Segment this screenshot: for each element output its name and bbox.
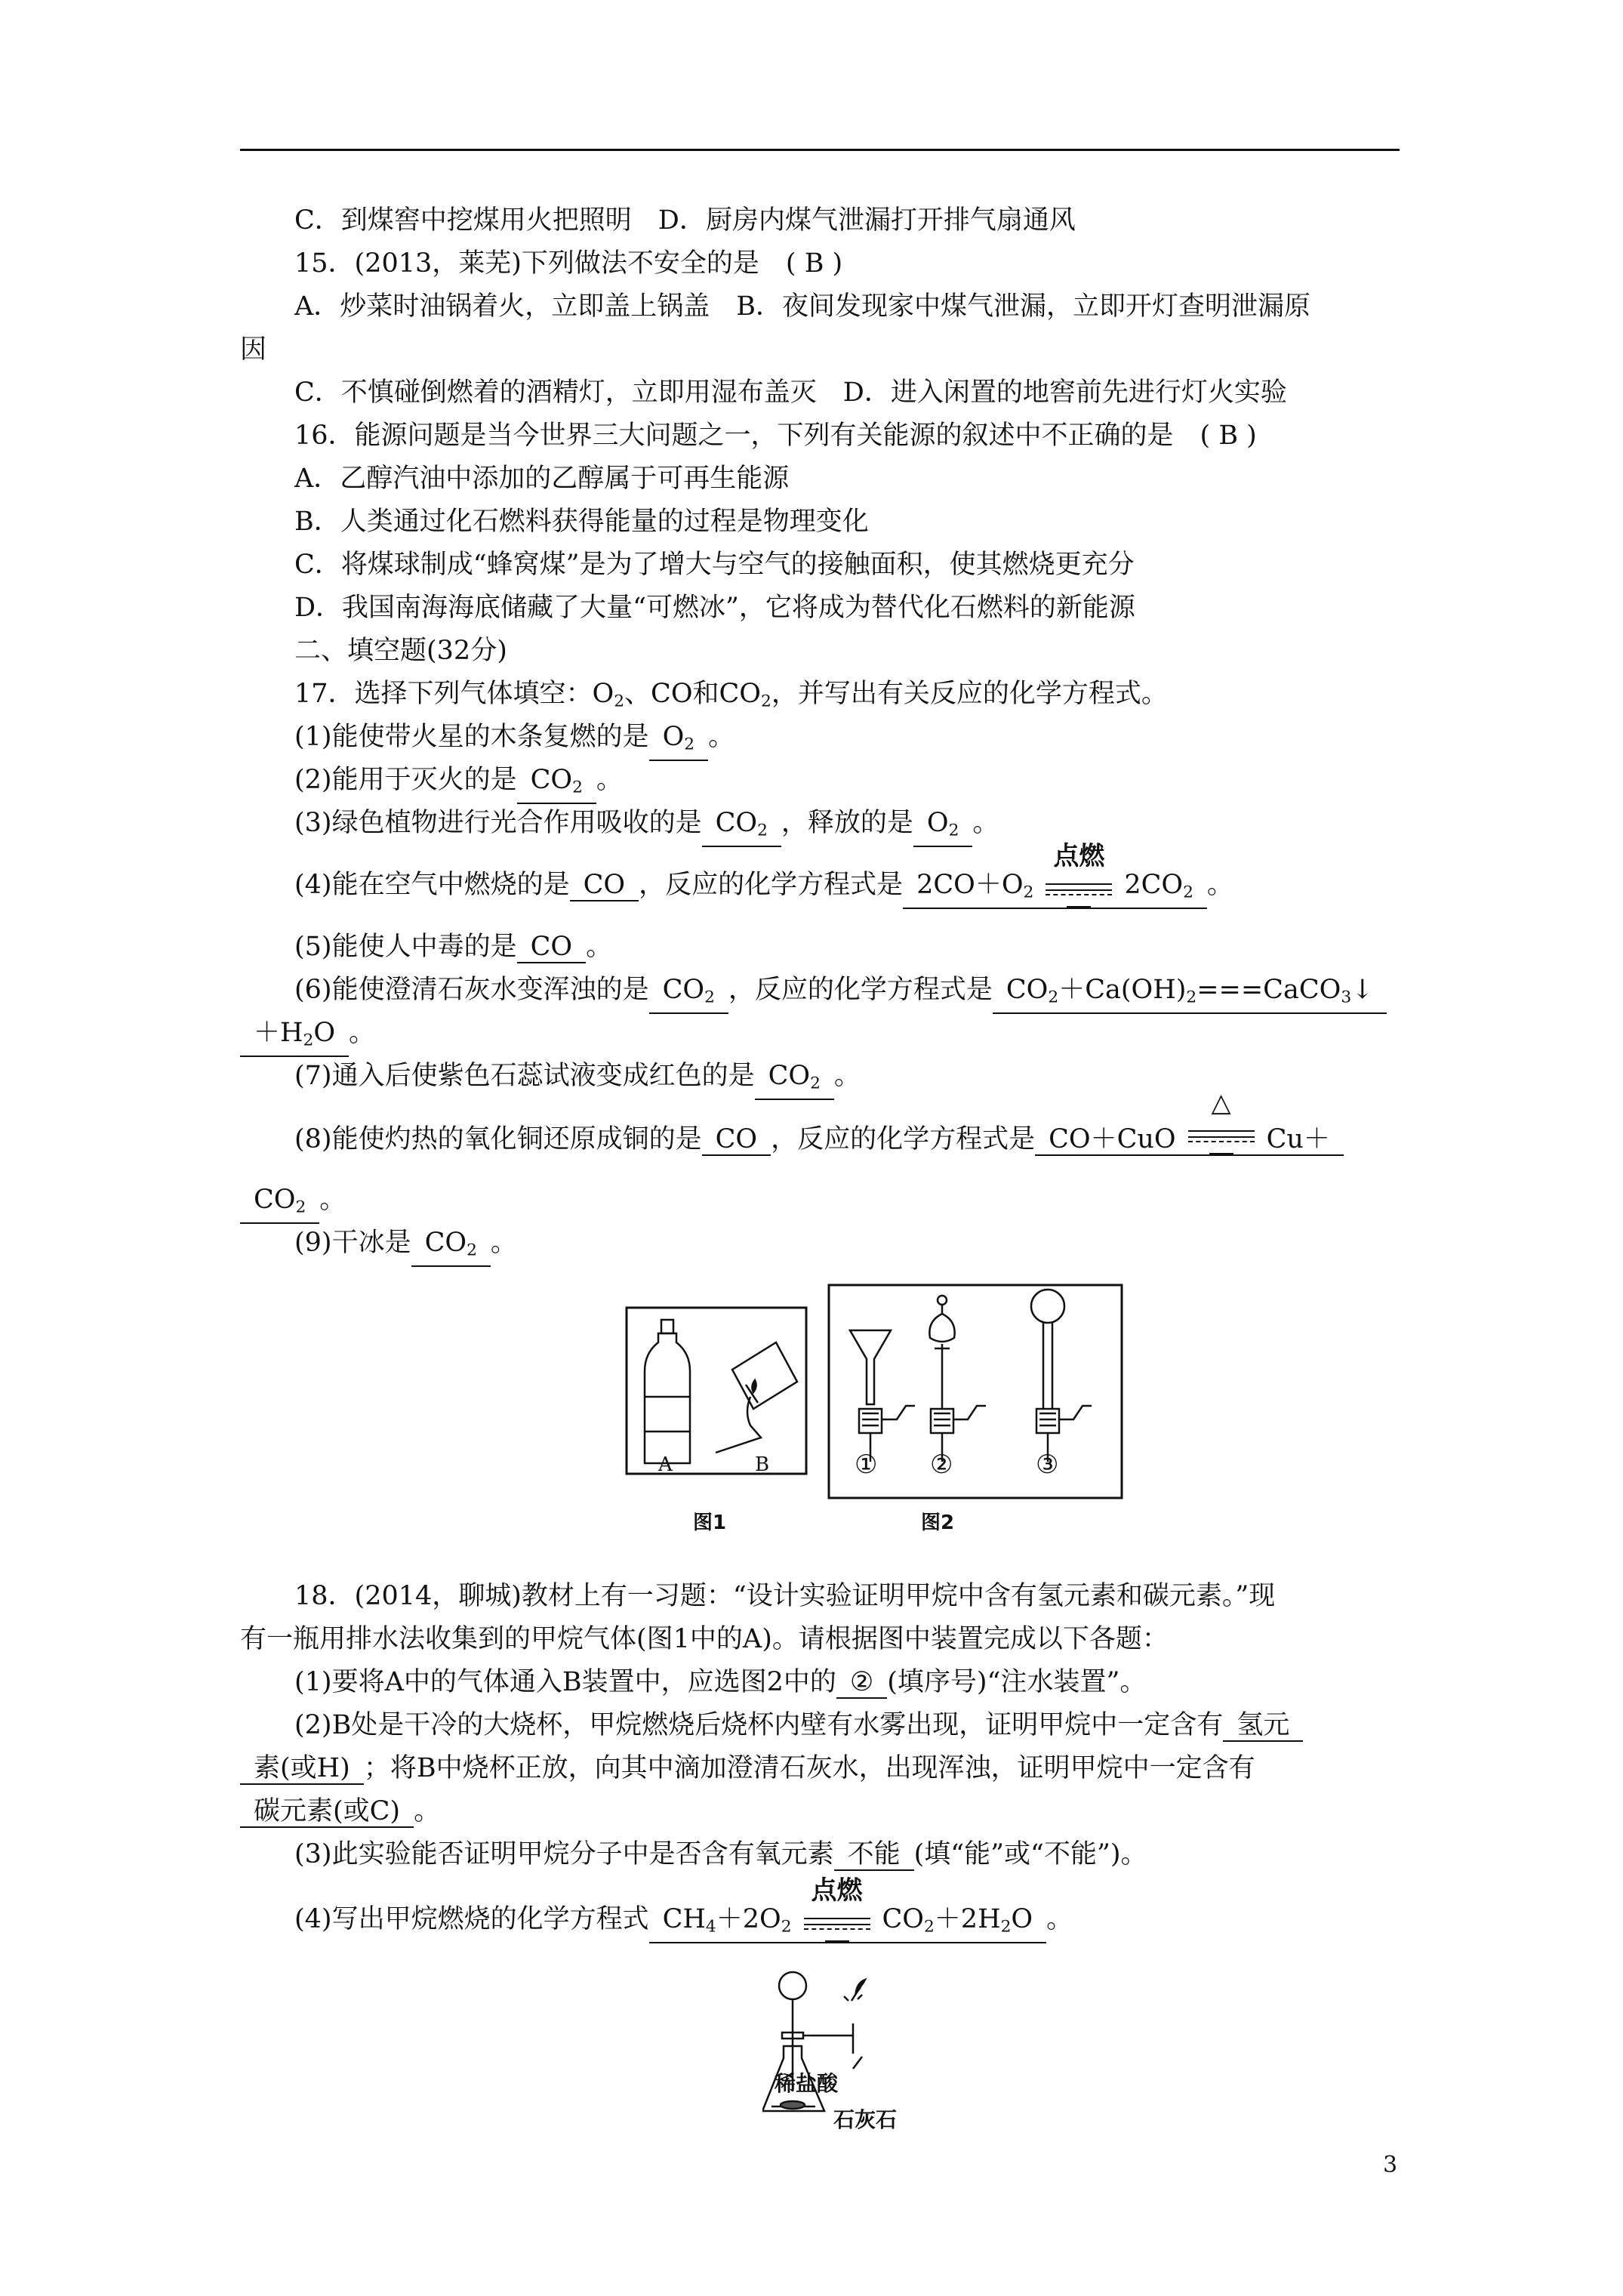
answer-blank: $CH_4+2O_2$ 点燃 $CO_2+2H_2O$ [649,1904,1047,1943]
section-heading: 二、填空题(32分) [294,636,507,666]
answer-blank: $O_2$ [649,722,709,761]
q17-part1: (1)能使带火星的木条复燃的是 $O_2$ 。 [294,720,735,761]
figure2-caption: 图2 [921,1512,955,1534]
funnel-apparatus-icon [850,1330,915,1462]
answer-blank: CO [517,932,586,963]
q17-part3: (3)绿色植物进行光合作用吸收的是 $CO_2$ ，释放的是 $O_2$ 。 [294,806,999,847]
q16-option-a: A．乙醇汽油中添加的乙醇属于可再生能源 [294,464,790,494]
answer-blank: $CO_2$ [411,1228,491,1267]
q17-part5: (5)能使人中毒的是 CO 。 [294,932,613,962]
header-rule [240,149,1400,151]
answer-blank: 氢元 [1223,1710,1303,1742]
label-b: B [755,1453,770,1476]
q16-stem: 16．能源问题是当今世界三大问题之一，下列有关能源的叙述中不正确的是 ( B ) [294,421,1257,451]
q17-part6-cont: $+H_2O$ 。 [240,1016,375,1057]
label-limestone: 石灰石 [833,2107,898,2132]
figure1-frame [627,1308,806,1474]
bottle-icon [645,1320,690,1463]
answer-blank: $+H_2O$ [240,1018,349,1057]
label-a: A [658,1453,673,1476]
flame-icon [856,1980,865,1992]
q18-part2-cont2: 碳元素(或C) 。 [240,1795,440,1828]
beaker-icon [716,1342,797,1453]
answer-blank: $CO_2$ [649,975,728,1014]
q15-option-ab: A．炒菜时油锅着火，立即盖上锅盖 B．夜间发现家中煤气泄漏，立即开灯查明泄漏原 [294,291,1310,322]
answer-blank: $O_2$ [913,808,973,847]
q15-option-ab-cont: 因 [240,334,267,365]
q18-part1: (1)要将A中的气体通入B装置中，应选图2中的 ② (填序号)“注水装置”。 [294,1667,1147,1697]
answer-blank: $CO_2+Ca(OH)_2===CaCO_3↓$ [993,975,1387,1014]
answer-blank: $CO_2$ [755,1061,834,1100]
separatory-funnel-apparatus-icon [929,1296,986,1462]
q18-stem-1: 18．(2014，聊城)教材上有一习题：“设计实验证明甲烷中含有氢元素和碳元素。”现 [294,1581,1276,1611]
answer-blank: $CO_2$ [240,1185,319,1224]
q15-stem: 15．(2013，莱芜)下列做法不安全的是 ( B ) [294,248,843,279]
answer-blank: 素(或H) [240,1753,364,1785]
q17-part9: (9)干冰是 $CO_2$ 。 [294,1226,517,1267]
figure1-caption: 图1 [693,1512,727,1534]
label-option-3: ③ [1036,1450,1059,1480]
q17-part6: (6)能使澄清石灰水变浑浊的是 $CO_2$ ，反应的化学方程式是 $CO_2+Ca(OH)_2===CaCO_3↓$ [294,973,1387,1014]
q17-part8: (8)能使灼热的氧化铜还原成铜的是 CO ，反应的化学方程式是 CO＋CuO △ Cu＋ [294,1121,1344,1156]
q18-part2: (2)B处是干冷的大烧杯，甲烷燃烧后烧杯内壁有水雾出现，证明甲烷中一定含有 氢元 [294,1709,1303,1742]
q17-part4: (4)能在空气中燃烧的是 CO ，反应的化学方程式是 $2CO+O_2$ 点燃 $2CO_2$ 。 [294,868,1233,909]
reaction-condition: 点燃 [1042,874,1115,908]
label-option-1: ① [855,1450,878,1480]
answer-blank: $2CO+O_2$ 点燃 $2CO_2$ [903,870,1207,909]
answer-blank: CO＋CuO △ Cu＋ [1035,1121,1344,1156]
answer-blank: $CO_2$ [517,765,596,804]
q16-option-d: D．我国南海海底储藏了大量“可燃冰”，它将成为替代化石燃料的新能源 [294,593,1135,623]
match-icon [853,2057,862,2069]
q18-part4: (4)写出甲烷燃烧的化学方程式 $CH_4+2O_2$ 点燃 $CO_2+2H_2O$ 。 [294,1903,1073,1943]
q17-part2: (2)能用于灭火的是 $CO_2$ 。 [294,763,623,804]
q18-part2-cont: 素(或H) ；将B中烧杯正放，向其中滴加澄清石灰水，出现浑浊，证明甲烷中一定含有 [240,1752,1255,1785]
long-neck-funnel-apparatus-icon [1031,1290,1092,1462]
answer-blank: CO [702,1124,771,1156]
q17-part7: (7)通入后使紫色石蕊试液变成红色的是 $CO_2$ 。 [294,1059,861,1100]
q17-part8-cont: $CO_2$ 。 [240,1183,346,1224]
q14-option-cd: C．到煤窖中挖煤用火把照明 D．厨房内煤气泄漏打开排气扇通风 [294,205,1076,236]
q18-stem-2: 有一瓶用排水法收集到的甲烷气体(图1中的A)。请根据图中装置完成以下各题： [240,1624,1169,1654]
q16-option-b: B．人类通过化石燃料获得能量的过程是物理变化 [294,507,869,537]
label-option-2: ② [930,1450,953,1480]
answer-blank: ② [836,1667,887,1699]
reaction-condition: △ [1185,1121,1258,1154]
page-number: 3 [1383,2152,1398,2178]
answer-blank: 碳元素(或C) [240,1796,414,1828]
q16-option-c: C．将煤球制成“蜂窝煤”是为了增大与空气的接触面积，使其燃烧更充分 [294,550,1135,580]
funnel-bulb-icon [779,1972,806,1999]
q15-option-cd: C．不慎碰倒燃着的酒精灯，立即用湿布盖灭 D．进入闲置的地窖前先进行灯火实验 [294,378,1287,408]
answer-blank: CO [570,870,639,901]
answer-blank: 不能 [834,1839,914,1871]
reaction-condition: 点燃 [801,1909,873,1942]
answer-blank: $CO_2$ [702,808,781,847]
q17-stem: 17．选择下列气体填空：$O_2$、CO和$CO_2$，并写出有关反应的化学方程式。 [294,679,1168,711]
label-dilute-hcl: 稀盐酸 [775,2071,839,2096]
q18-part3: (3)此实验能否证明甲烷分子中是否含有氧元素 不能 (填“能”或“不能”)。 [294,1839,1147,1869]
